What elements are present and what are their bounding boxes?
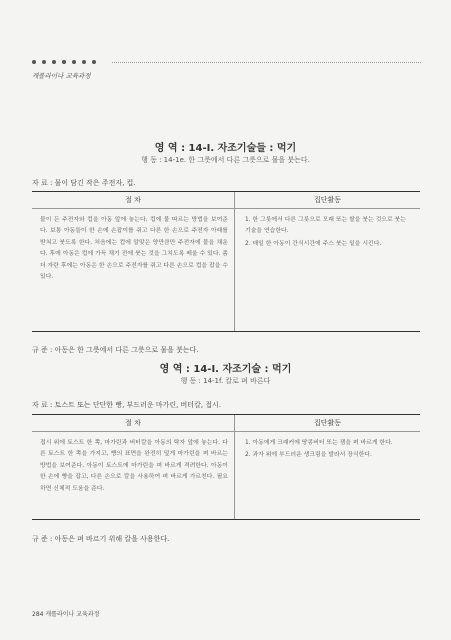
table-header [32, 192, 420, 209]
running-header: 캐롤라이나 교육과정 [32, 72, 91, 80]
header-rule [112, 62, 421, 63]
table-body [32, 432, 420, 519]
table-header [32, 415, 420, 432]
activities-header: 집단활동 [313, 419, 342, 427]
activity-item: 2. 과자 위에 부드러운 생크림을 발라서 장식한다. [245, 452, 372, 459]
activities-cell [235, 432, 420, 519]
section-2-title: 영 역 : 14-Ⅰ. 자조기술 : 먹기 [159, 364, 292, 375]
section-1-materials: 자 료 : 물이 담긴 작은 주전자, 컵. [32, 179, 136, 187]
section-1-criterion: 규 준 : 아동은 한 그릇에서 다른 그릇으로 물을 붓는다. [32, 346, 199, 354]
procedure-cell [32, 432, 235, 519]
section-2-criterion: 규 준 : 아동은 펴 바르기 위해 칼을 사용한다. [32, 535, 170, 543]
section-1-table [32, 191, 420, 332]
section-1-subtitle: 행 동 : 14-1e. 한 그릇에서 다른 그릇으로 물을 붓는다. [141, 156, 310, 164]
section-2-subtitle: 행 동 : 14-1f. 칼로 펴 바른다 [180, 377, 271, 385]
procedure-text: 물이 든 주전자와 컵을 아동 앞에 놓는다. 컵에 물 따르는 방법을 보여준다. 보통 아동들이 한 손에 손잡이를 쥐고 다른 한 손으로 주전자 아래를 받쳐고 붓도록 한다. 처음에는 컵에 알맞은 양만큼만 주전자에 물을 채운다. 후에 아동은 컵에 가득 채기 전에 붓는 것을 그치도록 배울 수 있다. 좀 더 자란 후에는 아동은 한 손으로 주전자를 쥐고 다른 손으로 컵을 잡을 수 있다. [40, 217, 228, 281]
activity-item: 1. 한 그릇에서 다른 그릇으로 모래 또는 쌀을 붓는 것으로 붓는 기술을 연습한다. [245, 217, 406, 235]
section-2-table [32, 414, 420, 520]
table-body [32, 209, 420, 331]
activity-item: 2. 매일 한 아동이 간식시간에 주스 붓는 일을 시킨다. [245, 240, 382, 247]
page-footer: 284 캐롤라이나 교육과정 [32, 611, 100, 618]
procedure-header: 절 차 [32, 415, 235, 431]
header-dots [32, 60, 96, 64]
activities-cell [235, 209, 420, 331]
section-2-materials: 자 료 : 토스트 또는 단단한 빵, 부드러운 마가린, 버터칼, 접시. [32, 401, 222, 409]
section-1-title: 영 역 : 14-Ⅰ. 자조기술들 : 먹기 [154, 143, 297, 154]
activities-header: 집단활동 [313, 196, 342, 204]
procedure-header: 절 차 [32, 192, 235, 208]
procedure-cell [32, 209, 235, 331]
activity-item: 1. 아동에게 크래커에 땅콩버터 또는 잼을 펴 바르게 한다. [245, 440, 393, 446]
procedure-text: 접시 위에 토스트 한 쪽, 마가린과 버터칼을 아동의 탁자 앞에 놓는다. 다른 토스트 한 쪽을 가지고, 빵의 표면을 완전히 덮게 마가린을 펴 바르는 방법을 보여준다. 아동이 토스트에 마가린을 펴 바르게 격려한다. 아동이 한 손에 빵을 잡고, 다른 손으로 칼을 사용하여 펴 바르게 가르친다. 필요하면 신체적 도움을 준다. [40, 440, 228, 492]
